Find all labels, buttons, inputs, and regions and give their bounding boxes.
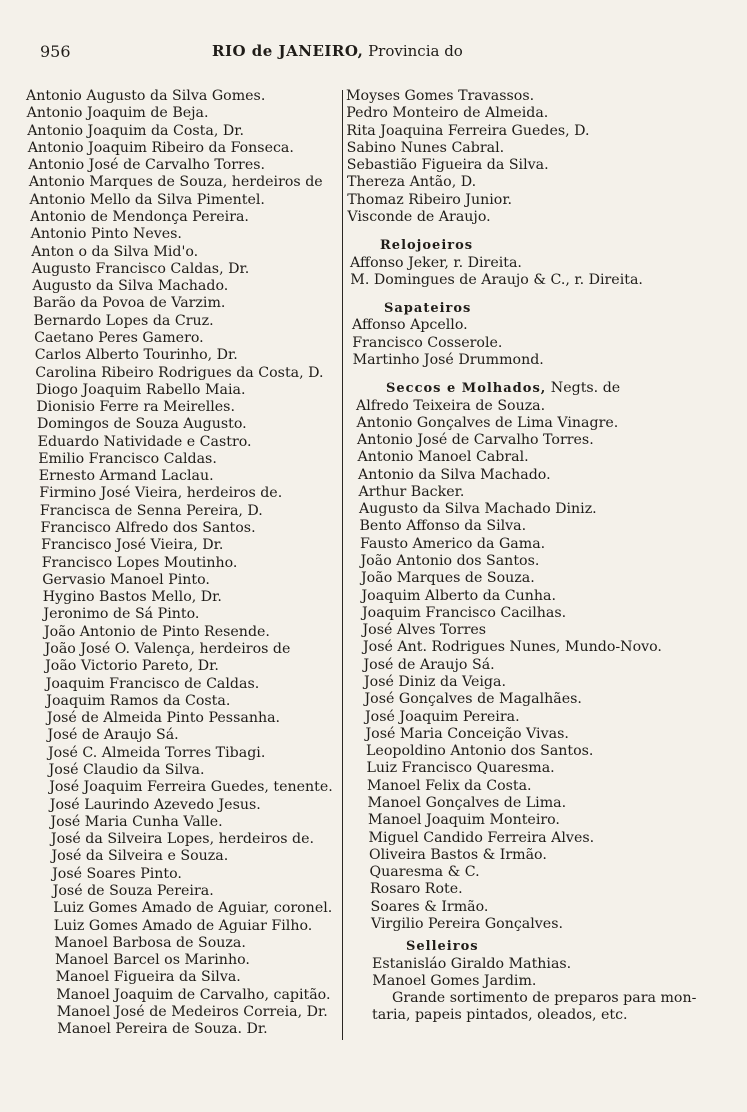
list-item: Sabino Nunes Cabral. [346, 139, 505, 156]
list-item: Antonio Pinto Neves. [30, 226, 182, 243]
list-item: João Antonio dos Santos. [360, 553, 540, 570]
list-item: Antonio da Silva Machado. [358, 466, 551, 483]
seccos-heading-suffix: Negts. de [546, 380, 621, 397]
section-heading-selleiros: Selleiros [406, 939, 479, 955]
list-item: José Laurindo Azevedo Jesus. [49, 796, 261, 813]
list-item: José Diniz da Veiga. [364, 674, 506, 690]
selleiros-note-line1: Grande sortimento de preparos para mon- [392, 990, 697, 1007]
list-item: Emilio Francisco Caldas. [38, 450, 217, 467]
list-item: Visconde de Araujo. [347, 208, 491, 225]
list-item: Dionisio Ferre ra Meirelles. [36, 399, 235, 416]
list-item: Antonio Joaquim de Beja. [26, 105, 209, 122]
selleiros-note-line2: taria, papeis pintados, oleados, etc. [372, 1007, 628, 1024]
list-item: Antonio Manoel Cabral. [357, 449, 529, 466]
list-item: Luiz Gomes Amado de Aguiar, coronel. [53, 900, 333, 917]
list-item: José de Araujo Sá. [363, 656, 495, 673]
list-item: M. Domingues de Araujo & C., r. Direita. [350, 271, 643, 288]
list-item: José Maria Conceição Vivas. [365, 725, 569, 742]
list-item: Carolina Ribeiro Rodrigues da Costa, D. [35, 364, 324, 381]
list-item: Sebastião Figueira da Silva. [346, 157, 549, 174]
list-item: José C. Almeida Torres Tibagi. [48, 744, 266, 761]
list-item: Manoel Joaquim Monteiro. [368, 812, 560, 829]
list-item: Pedro Monteiro de Almeida. [346, 105, 549, 122]
list-item: Manoel Barbosa de Souza. [54, 934, 246, 951]
list-item: Manoel José de Medeiros Correia, Dr. [56, 1003, 328, 1020]
list-item: Manoel Joaquim de Carvalho, capitão. [56, 986, 331, 1003]
list-item: Joaquim Francisco de Caldas. [45, 675, 260, 692]
list-item: Joaquim Ramos da Costa. [46, 692, 231, 709]
list-item: José Soares Pinto. [52, 865, 182, 882]
list-item: Antonio José de Carvalho Torres. [357, 432, 594, 449]
list-item: José Gonçalves de Magalhães. [364, 691, 582, 708]
right-column [346, 88, 706, 1025]
list-item: Soares & Irmão. [370, 898, 489, 915]
list-item: Francisco Cosserole. [352, 334, 503, 351]
list-item: Rita Joaquina Ferreira Guedes, D. [346, 122, 590, 139]
list-item: Affonso Jeker, r. Direita. [350, 254, 522, 271]
list-item: Antonio Gonçalves de Lima Vinagre. [356, 414, 619, 431]
list-item: Antonio Joaquim Ribeiro da Fonseca. [27, 139, 294, 156]
section-heading-relojoeiros: Relojoeiros [380, 238, 474, 254]
sapateiros-list [346, 317, 706, 369]
list-item: Quaresma & C. [369, 864, 480, 881]
list-item: Anton o da Silva Mid'o. [31, 243, 199, 260]
list-item: José da Silveira Lopes, herdeiros de. [50, 831, 315, 848]
list-item: Jeronimo de Sá Pinto. [43, 606, 200, 623]
list-item: Antonio Augusto da Silva Gomes. [26, 88, 266, 104]
list-item: Domingos de Souza Augusto. [37, 416, 247, 433]
list-item: José Joaquim Pereira. [365, 708, 520, 725]
list-item: Manoel Figueira da Silva. [55, 969, 241, 986]
list-item: Thomaz Ribeiro Junior. [347, 191, 513, 208]
list-item: Firmino José Vieira, herdeiros de. [39, 485, 283, 502]
left-column [26, 88, 356, 1038]
list-item: Francisco José Vieira, Dr. [41, 537, 224, 554]
list-item: José Ant. Rodrigues Nunes, Mundo-Novo. [363, 639, 662, 656]
list-item: Antonio Joaquim da Costa, Dr. [27, 122, 244, 139]
list-item: Hygino Bastos Mello, Dr. [42, 589, 222, 606]
list-item: Affonso Apcello. [352, 317, 468, 334]
list-item: Antonio de Mendonça Pereira. [30, 208, 249, 225]
list-item: João José O. Valença, herdeiros de [44, 641, 291, 657]
section-heading-sapateiros: Sapateiros [384, 301, 472, 317]
list-item: Carlos Alberto Tourinho, Dr. [34, 347, 238, 364]
list-item: Oliveira Bastos & Irmão. [369, 846, 547, 863]
list-item: Luiz Gomes Amado de Aguiar Filho. [53, 917, 313, 934]
list-item: Manoel Gonçalves de Lima. [367, 794, 567, 811]
list-item: Francisco Lopes Moutinho. [41, 554, 238, 571]
list-item: Gervasio Manoel Pinto. [42, 571, 210, 588]
list-item: Estanisláo Giraldo Mathias. [372, 955, 572, 972]
list-item: Arthur Backer. [358, 483, 465, 500]
section-heading-seccos [346, 380, 706, 397]
list-item: Bernardo Lopes da Cruz. [33, 312, 214, 329]
list-item: José de Souza Pereira. [52, 882, 214, 899]
page-title [212, 42, 463, 60]
list-item: Bento Affonso da Silva. [359, 518, 527, 535]
list-item: Diogo Joaquim Rabello Maia. [35, 381, 246, 398]
list-item: Caetano Peres Gamero. [34, 329, 204, 346]
list-item: Thereza Antão, D. [347, 174, 477, 191]
list-item: Barão da Povoa de Varzim. [33, 295, 226, 312]
list-item: Manoel Pereira de Souza. Dr. [57, 1021, 268, 1038]
continuation-list [346, 88, 706, 226]
selleiros-list [346, 956, 706, 991]
title-province: Provincia do [363, 42, 463, 60]
list-item: Martinho José Drummond. [352, 351, 544, 368]
list-item: José Maria Cunha Valle. [50, 813, 223, 830]
list-item: Luiz Francisco Quaresma. [366, 760, 555, 777]
list-item: Manoel Barcel os Marinho. [55, 952, 250, 969]
title-city: RIO de JANEIRO, [212, 42, 364, 60]
list-item: Manoel Gomes Jardim. [372, 972, 537, 989]
list-item: Virgilio Pereira Gonçalves. [371, 915, 563, 932]
list-item: Leopoldino Antonio dos Santos. [366, 743, 594, 760]
list-item: José de Almeida Pinto Pessanha. [46, 710, 281, 727]
list-item: José de Araujo Sá. [47, 727, 179, 744]
relojoeiros-list [346, 255, 706, 290]
list-item: José da Silveira e Souza. [51, 848, 229, 865]
list-item: Alfredo Teixeira de Souza. [356, 397, 546, 414]
list-item: Rosaro Rote. [370, 881, 463, 898]
list-item: Manoel Felix da Costa. [367, 777, 532, 794]
list-item: Ernesto Armand Laclau. [38, 468, 214, 485]
list-item: João Marques de Souza. [361, 570, 535, 587]
list-item: João Victorio Pareto, Dr. [45, 658, 219, 675]
list-item: Augusto da Silva Machado. [32, 278, 229, 295]
list-item: José Joaquim Ferreira Guedes, tenente. [49, 779, 333, 796]
list-item: Francisca de Senna Pereira, D. [39, 502, 263, 519]
seccos-list [346, 398, 706, 934]
seccos-heading-title: Seccos e Molhados, [386, 381, 547, 397]
list-item: Augusto da Silva Machado Diniz. [359, 501, 597, 518]
list-item: Fausto Americo da Gama. [360, 535, 546, 552]
list-item: José Alves Torres [362, 622, 487, 639]
list-item: Francisco Alfredo dos Santos. [40, 520, 256, 537]
list-item: Augusto Francisco Caldas, Dr. [31, 260, 250, 277]
list-item: José Claudio da Silva. [48, 761, 205, 778]
list-item: Joaquim Francisco Cacilhas. [362, 604, 567, 621]
page-number: 956 [40, 42, 71, 61]
list-item: Antonio José de Carvalho Torres. [28, 157, 266, 174]
list-item: João Antonio de Pinto Resende. [44, 623, 270, 640]
list-item: Antonio Marques de Souza, herdeiros de [28, 174, 323, 191]
list-item: Joaquim Alberto da Cunha. [361, 587, 556, 604]
list-item: Antonio Mello da Silva Pimentel. [29, 191, 265, 208]
list-item: Moyses Gomes Travassos. [346, 88, 535, 104]
page-header [40, 42, 680, 66]
list-item: Eduardo Natividade e Castro. [37, 433, 252, 450]
list-item: Miguel Candido Ferreira Alves. [368, 829, 595, 846]
